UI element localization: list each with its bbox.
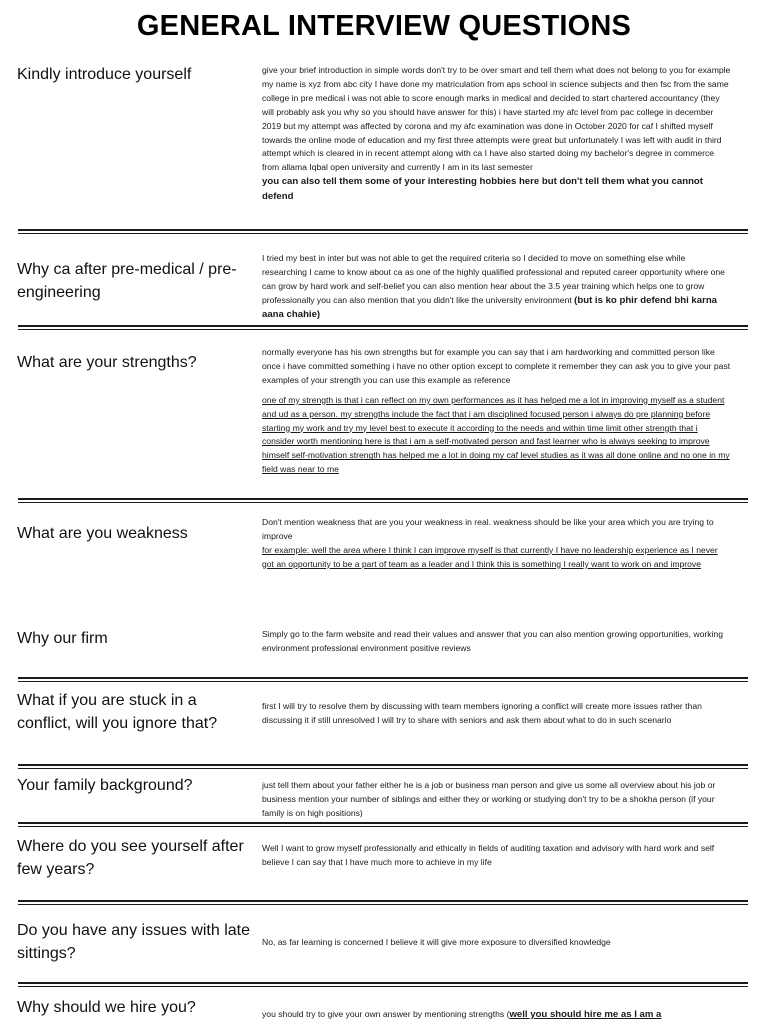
section-divider	[18, 229, 748, 234]
section-divider	[18, 325, 748, 330]
answer-bold-text: well you should hire me as I am a	[509, 1009, 662, 1020]
answer-underlined-text: one of my strength is that i can reflect on my own performances as it has helped me a lot in improving myself as a student and ud as a person. my strengths include the fact that i am disciplined focused person i always do pre planning before starting my work and try my level best to execute it according to the needs and within time limit other strength that i consider worth mentioning here is that i am a self-motivated person and fast learner who is always seeking to improve himself self-motivation strength has helped me a lot in doing my caf level studies as it was all done online and no one in my field was near to me	[262, 394, 730, 475]
answer-weakness	[262, 516, 732, 572]
question-family-background: Your family background?	[17, 777, 193, 794]
answer-text-run: I tried my best in inter but was not able to get the required criteria so I decided to move on something else while researching I came to know about ca as one of the highly qualified professional and reputed career opportunity where one can grow by hard work and self-belief you can also mention hear about the 3.5 year training which helps one to grow professionally you can also mention that you didn't like the university environment	[262, 253, 725, 305]
answer-text: Simply go to the farm website and read their values and answer that you can also mention growing opportunities, working environment professional environment positive reviews	[262, 629, 723, 653]
answer-strengths	[262, 346, 732, 477]
section-divider	[18, 498, 748, 503]
answer-text: just tell them about your father either he is a job or business man person and give us some all overview about his job or business mention your number of siblings and either they or working or studying don't try to be a shokha person (if your family is on high positions)	[262, 780, 716, 818]
answer-text: Well I want to grow myself professionally and ethically in fields of auditing taxation and advisory with hard work and self believe I can say that I have much more to achieve in my life	[262, 843, 715, 867]
section-divider	[18, 822, 748, 827]
section-divider	[18, 677, 748, 682]
question-future-self: Where do you see yourself after few years?	[17, 838, 244, 878]
answer-text: normally everyone has his own strengths but for example you can say that i am hardworking and committed person like once i have committed something i have no other option except to complete it remember they can ask you to give your past examples of your strength you can use this example as reference	[262, 347, 731, 385]
answer-text: Don't mention weakness that are you your weakness in real. weakness should be like your area which you are trying to improve	[262, 517, 714, 541]
answer-text: first I will try to resolve them by discussing with team members ignoring a conflict will create more issues rather than discussing it if still unresolved I will try to share with seniors and ask them about what to do in such scenario	[262, 701, 702, 725]
section-divider	[18, 982, 748, 987]
answer-underlined-text: for example: well the area where I think I can improve myself is that currently I have no leadership experience as I never got an opportunity to be a part of team as a leader and I think this is something I really want to work on and improve	[262, 544, 718, 569]
answer-family-background	[262, 779, 732, 821]
answer-text-run: you should try to give your own answer by mentioning strengths (	[262, 1009, 510, 1019]
section-divider	[18, 900, 748, 905]
answer-bold-text: (but is ko phir defend bhi karna aana chahie)	[262, 294, 718, 321]
page-title: GENERAL INTERVIEW QUESTIONS	[136, 10, 632, 42]
section-divider	[18, 764, 748, 769]
question-conflict: What if you are stuck in a conflict, will you ignore that?	[17, 692, 218, 732]
question-why-ca: Why ca after pre-medical / pre-engineering	[17, 261, 237, 301]
answer-introduce-yourself	[262, 64, 732, 204]
question-weakness: What are you weakness	[17, 525, 188, 542]
answer-text	[262, 252, 732, 323]
answer-future-self	[262, 842, 732, 870]
answer-why-ca	[262, 252, 732, 323]
answer-text: give your brief introduction in simple words don't try to be over smart and tell them what does not belong to you for example my name is xyz from abc city I have done my matriculation from aps school in science subjects and then fsc from the same college in pre medical i was not able to score enough marks in medical and decided to start chartered accountancy (they will probably ask you why so you should have answer for this) i have started my afc level from pac college in december 2019 but my attempt was affected by corona and my afc examination was done in October 2020 for caf I shifted myself towards the online mode of education and my first three attempts were great but unfortunately I was left with audit in third attempt which is cleared in in recent attempt along with ca I have also started doing my bachelor's degree in commerce from allama Iqbal open university and currently I am in its last semester	[262, 65, 731, 173]
answer-text	[262, 1008, 732, 1023]
answer-bold-text: you can also tell them some of your interesting hobbies here but don't tell them what you cannot defend	[262, 176, 703, 202]
question-late-sittings: Do you have any issues with late sittings?	[17, 922, 251, 962]
question-why-hire-you: Why should we hire you?	[17, 999, 196, 1016]
answer-late-sittings	[262, 936, 732, 950]
answer-why-hire-you	[262, 1008, 732, 1023]
answer-conflict	[262, 700, 732, 728]
question-why-our-firm: Why our firm	[17, 630, 108, 647]
question-introduce-yourself: Kindly introduce yourself	[17, 66, 192, 83]
answer-text: No, as far learning is concerned I believe it will give more exposure to diversified knowledge	[262, 937, 611, 947]
answer-why-our-firm	[262, 628, 732, 656]
question-strengths: What are your strengths?	[17, 354, 197, 371]
